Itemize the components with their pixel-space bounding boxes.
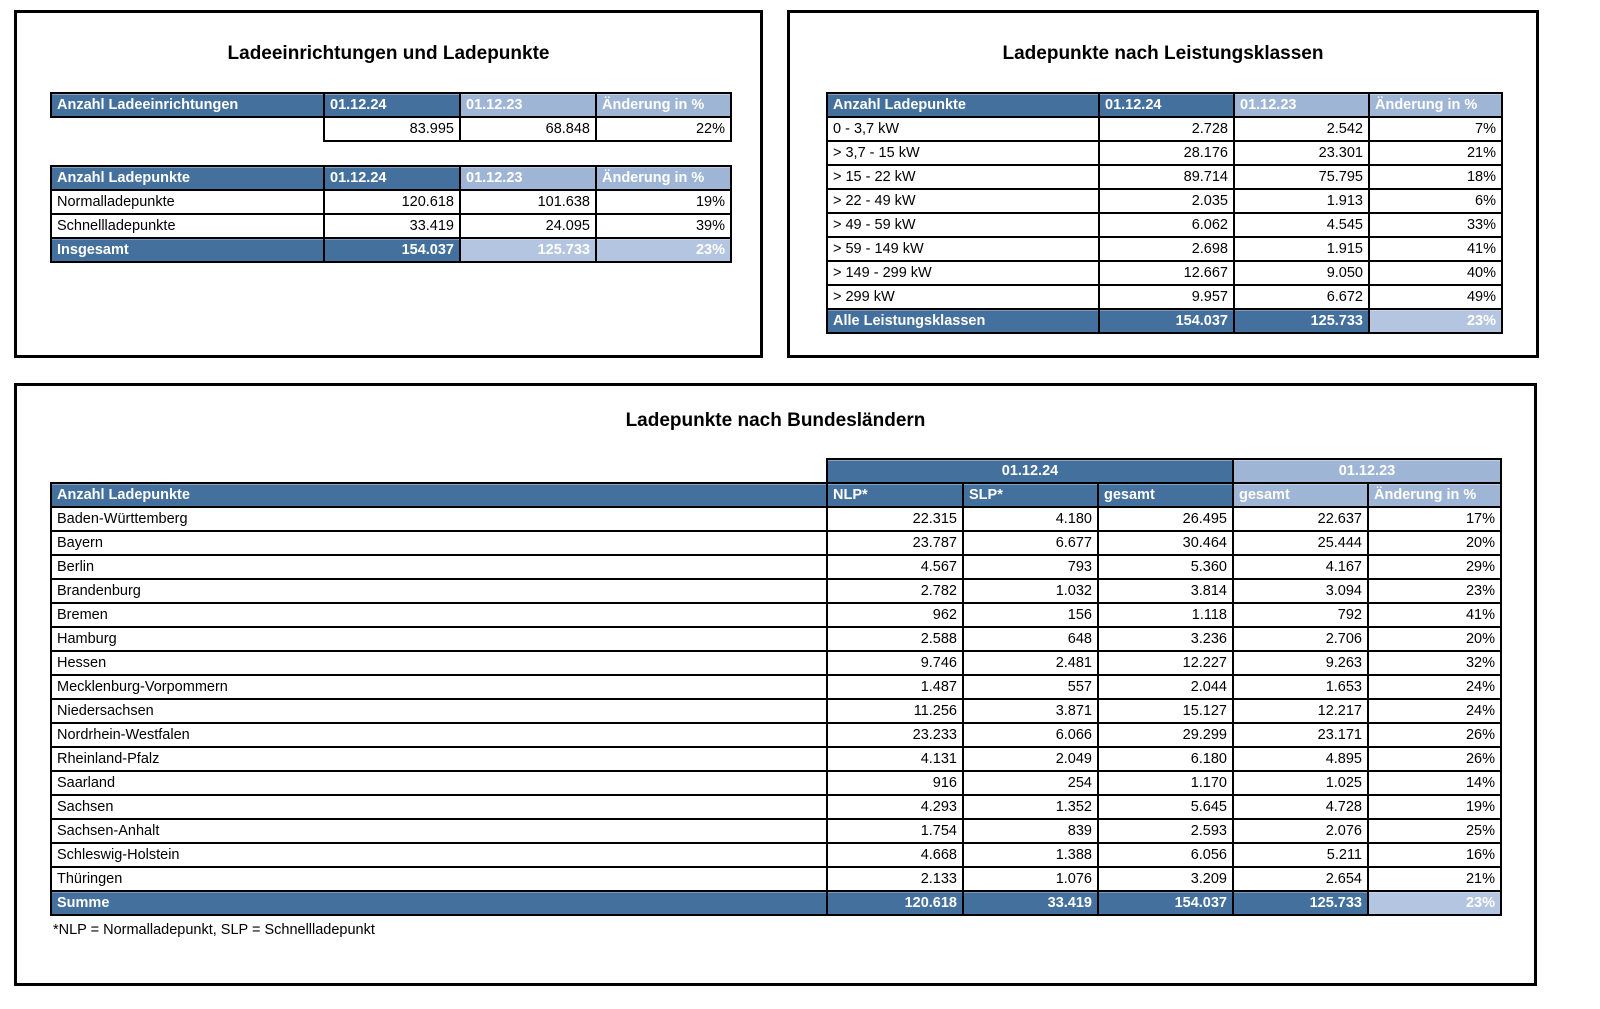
value-cell: 3.209: [1098, 867, 1233, 891]
table-row: [827, 165, 1502, 189]
value-cell: 24%: [1368, 675, 1501, 699]
value-cell: 254: [963, 771, 1098, 795]
row-label-cell: Bayern: [51, 531, 827, 555]
value-cell: 23.233: [827, 723, 963, 747]
value-cell: 25.444: [1233, 531, 1368, 555]
total-label-cell: Insgesamt: [51, 238, 324, 262]
table-row: [51, 771, 1501, 795]
date-span-header: 01.12.23: [1233, 459, 1501, 483]
value-cell: 11.256: [827, 699, 963, 723]
column-header: Anzahl Ladepunkte: [827, 93, 1099, 117]
table-row: [51, 190, 731, 214]
panel-title: Ladeeinrichtungen und Ladepunkte: [227, 43, 550, 64]
total-value-cell: 154.037: [324, 238, 460, 262]
value-cell: 20%: [1368, 627, 1501, 651]
ladepunkte-summary-table: [50, 165, 732, 263]
panel-ladeeinrichtungen-und-ladepunkte: [14, 10, 763, 358]
row-label-cell: Schleswig-Holstein: [51, 843, 827, 867]
row-label-cell: 0 - 3,7 kW: [827, 117, 1099, 141]
value-cell: 2.049: [963, 747, 1098, 771]
row-label-cell: > 149 - 299 kW: [827, 261, 1099, 285]
value-cell: 20%: [1368, 531, 1501, 555]
row-label-cell: > 299 kW: [827, 285, 1099, 309]
value-cell: 26.495: [1098, 507, 1233, 531]
value-cell: 26%: [1368, 747, 1501, 771]
row-label-cell: Bremen: [51, 603, 827, 627]
row-label-cell: > 22 - 49 kW: [827, 189, 1099, 213]
total-value-cell: 125.733: [460, 238, 596, 262]
value-cell: 6.062: [1099, 213, 1234, 237]
table-row: [827, 213, 1502, 237]
value-cell: 24.095: [460, 214, 596, 238]
column-header: Anzahl Ladepunkte: [51, 483, 827, 507]
value-cell: 28.176: [1099, 141, 1234, 165]
row-label-cell: Saarland: [51, 771, 827, 795]
column-header: Änderung in %: [1368, 483, 1501, 507]
value-cell: 2.133: [827, 867, 963, 891]
value-cell: 32%: [1368, 651, 1501, 675]
table-row: [51, 651, 1501, 675]
row-label-cell: Mecklenburg-Vorpommern: [51, 675, 827, 699]
value-cell: 4.728: [1233, 795, 1368, 819]
value-cell: 156: [963, 603, 1098, 627]
value-cell: 9.263: [1233, 651, 1368, 675]
value-cell: 29.299: [1098, 723, 1233, 747]
table-row: [51, 747, 1501, 771]
value-cell: 30.464: [1098, 531, 1233, 555]
value-cell: 1.170: [1098, 771, 1233, 795]
value-cell: 120.618: [324, 190, 460, 214]
leistungsklassen-table: [826, 92, 1503, 334]
row-label-cell: Sachsen: [51, 795, 827, 819]
total-row: [51, 891, 1501, 915]
table-row: [51, 531, 1501, 555]
value-cell: 19%: [596, 190, 731, 214]
table-row: [827, 189, 1502, 213]
table-row: [827, 141, 1502, 165]
total-label-cell: Alle Leistungsklassen: [827, 309, 1099, 333]
value-cell: 2.654: [1233, 867, 1368, 891]
total-row: [827, 309, 1502, 333]
table-row: [51, 795, 1501, 819]
value-cell: 3.094: [1233, 579, 1368, 603]
value-cell: 15.127: [1098, 699, 1233, 723]
value-cell: 2.698: [1099, 237, 1234, 261]
value-cell: 6.672: [1234, 285, 1369, 309]
ladeeinrichtungen-table: [50, 92, 732, 142]
value-cell: 2.782: [827, 579, 963, 603]
value-cell: 4.567: [827, 555, 963, 579]
panel-ladepunkte-nach-leistungsklassen: [787, 10, 1539, 358]
value-cell: 4.668: [827, 843, 963, 867]
value-cell: 5.211: [1233, 843, 1368, 867]
value-cell: 793: [963, 555, 1098, 579]
table-row: [51, 843, 1501, 867]
column-header: Anzahl Ladepunkte: [51, 166, 324, 190]
value-cell: 22.315: [827, 507, 963, 531]
column-header: 01.12.24: [324, 93, 460, 117]
table-row: [51, 699, 1501, 723]
value-cell: 16%: [1368, 843, 1501, 867]
table-row: [51, 627, 1501, 651]
panel-ladepunkte-nach-bundeslaendern: [14, 383, 1537, 986]
value-cell: 12.217: [1233, 699, 1368, 723]
value-cell: 22%: [596, 117, 731, 141]
date-span-header: 01.12.24: [827, 459, 1233, 483]
value-cell: 29%: [1368, 555, 1501, 579]
table-row: [51, 117, 731, 141]
total-value-cell: 154.037: [1098, 891, 1233, 915]
row-label-cell: > 59 - 149 kW: [827, 237, 1099, 261]
value-cell: 39%: [596, 214, 731, 238]
value-cell: 23.301: [1234, 141, 1369, 165]
column-header: Änderung in %: [596, 93, 731, 117]
table-row: [51, 579, 1501, 603]
column-header: 01.12.24: [324, 166, 460, 190]
value-cell: 6.677: [963, 531, 1098, 555]
row-label-cell: Normalladepunkte: [51, 190, 324, 214]
table-row: [827, 117, 1502, 141]
total-row: [51, 238, 731, 262]
total-value-cell: 23%: [596, 238, 731, 262]
value-cell: 33.419: [324, 214, 460, 238]
value-cell: 4.293: [827, 795, 963, 819]
value-cell: 2.728: [1099, 117, 1234, 141]
column-header: 01.12.23: [1234, 93, 1369, 117]
value-cell: 22.637: [1233, 507, 1368, 531]
value-cell: 2.542: [1234, 117, 1369, 141]
table-row: [51, 819, 1501, 843]
value-cell: 2.593: [1098, 819, 1233, 843]
row-label-cell: > 15 - 22 kW: [827, 165, 1099, 189]
total-value-cell: 23%: [1368, 891, 1501, 915]
row-label-cell: Hessen: [51, 651, 827, 675]
value-cell: 75.795: [1234, 165, 1369, 189]
total-value-cell: 125.733: [1233, 891, 1368, 915]
value-cell: 1.915: [1234, 237, 1369, 261]
value-cell: 4.131: [827, 747, 963, 771]
value-cell: 6.066: [963, 723, 1098, 747]
table-row: [51, 603, 1501, 627]
value-cell: 6%: [1369, 189, 1502, 213]
footnote: *NLP = Normalladepunkt, SLP = Schnellladepunkt: [53, 922, 375, 938]
value-cell: 23.171: [1233, 723, 1368, 747]
table-row: [51, 723, 1501, 747]
value-cell: 1.653: [1233, 675, 1368, 699]
row-label-cell: Baden-Württemberg: [51, 507, 827, 531]
value-cell: 6.180: [1098, 747, 1233, 771]
value-cell: 1.352: [963, 795, 1098, 819]
value-cell: 40%: [1369, 261, 1502, 285]
value-cell: 6.056: [1098, 843, 1233, 867]
table-row: [51, 555, 1501, 579]
column-header: gesamt: [1233, 483, 1368, 507]
header-row: [51, 483, 1501, 507]
column-header: 01.12.24: [1099, 93, 1234, 117]
value-cell: 9.746: [827, 651, 963, 675]
total-value-cell: 125.733: [1234, 309, 1369, 333]
bundeslaender-table: [50, 458, 1502, 916]
value-cell: 19%: [1368, 795, 1501, 819]
value-cell: 12.227: [1098, 651, 1233, 675]
value-cell: 2.035: [1099, 189, 1234, 213]
column-header: gesamt: [1098, 483, 1233, 507]
value-cell: 21%: [1369, 141, 1502, 165]
row-label-cell: > 49 - 59 kW: [827, 213, 1099, 237]
value-cell: 1.118: [1098, 603, 1233, 627]
value-cell: 2.706: [1233, 627, 1368, 651]
value-cell: 24%: [1368, 699, 1501, 723]
value-cell: 23.787: [827, 531, 963, 555]
value-cell: 89.714: [1099, 165, 1234, 189]
value-cell: 9.050: [1234, 261, 1369, 285]
row-label-cell: Thüringen: [51, 867, 827, 891]
value-cell: 1.487: [827, 675, 963, 699]
column-header: Anzahl Ladeeinrichtungen: [51, 93, 324, 117]
row-label-cell: [51, 117, 324, 141]
row-label-cell: Nordrhein-Westfalen: [51, 723, 827, 747]
row-label-cell: > 3,7 - 15 kW: [827, 141, 1099, 165]
total-value-cell: 154.037: [1099, 309, 1234, 333]
corner-spacer: [51, 459, 827, 483]
column-header: Änderung in %: [596, 166, 731, 190]
value-cell: 17%: [1368, 507, 1501, 531]
column-header: 01.12.23: [460, 93, 596, 117]
value-cell: 4.545: [1234, 213, 1369, 237]
value-cell: 4.180: [963, 507, 1098, 531]
table-row: [51, 214, 731, 238]
table-row: [827, 237, 1502, 261]
value-cell: 2.076: [1233, 819, 1368, 843]
value-cell: 2.481: [963, 651, 1098, 675]
value-cell: 12.667: [1099, 261, 1234, 285]
value-cell: 916: [827, 771, 963, 795]
value-cell: 41%: [1369, 237, 1502, 261]
column-header: 01.12.23: [460, 166, 596, 190]
value-cell: 23%: [1368, 579, 1501, 603]
value-cell: 68.848: [460, 117, 596, 141]
header-row: [827, 93, 1502, 117]
value-cell: 26%: [1368, 723, 1501, 747]
table-row: [51, 867, 1501, 891]
value-cell: 1.032: [963, 579, 1098, 603]
value-cell: 2.588: [827, 627, 963, 651]
value-cell: 5.645: [1098, 795, 1233, 819]
total-value-cell: 33.419: [963, 891, 1098, 915]
row-label-cell: Berlin: [51, 555, 827, 579]
value-cell: 9.957: [1099, 285, 1234, 309]
value-cell: 14%: [1368, 771, 1501, 795]
column-header: NLP*: [827, 483, 963, 507]
value-cell: 1.388: [963, 843, 1098, 867]
span-header-row: [51, 459, 1501, 483]
value-cell: 1.754: [827, 819, 963, 843]
value-cell: 49%: [1369, 285, 1502, 309]
row-label-cell: Rheinland-Pfalz: [51, 747, 827, 771]
value-cell: 83.995: [324, 117, 460, 141]
table-row: [827, 285, 1502, 309]
value-cell: 1.076: [963, 867, 1098, 891]
value-cell: 4.167: [1233, 555, 1368, 579]
value-cell: 648: [963, 627, 1098, 651]
value-cell: 839: [963, 819, 1098, 843]
value-cell: 3.814: [1098, 579, 1233, 603]
value-cell: 25%: [1368, 819, 1501, 843]
value-cell: 41%: [1368, 603, 1501, 627]
row-label-cell: Hamburg: [51, 627, 827, 651]
value-cell: 1.913: [1234, 189, 1369, 213]
value-cell: 21%: [1368, 867, 1501, 891]
value-cell: 101.638: [460, 190, 596, 214]
value-cell: 792: [1233, 603, 1368, 627]
total-value-cell: 120.618: [827, 891, 963, 915]
value-cell: 557: [963, 675, 1098, 699]
column-header: SLP*: [963, 483, 1098, 507]
table-row: [827, 261, 1502, 285]
row-label-cell: Sachsen-Anhalt: [51, 819, 827, 843]
row-label-cell: Brandenburg: [51, 579, 827, 603]
panel-title: Ladepunkte nach Bundesländern: [625, 410, 926, 431]
value-cell: 3.236: [1098, 627, 1233, 651]
table-row: [51, 675, 1501, 699]
value-cell: 3.871: [963, 699, 1098, 723]
row-label-cell: Niedersachsen: [51, 699, 827, 723]
value-cell: 962: [827, 603, 963, 627]
row-label-cell: Schnellladepunkte: [51, 214, 324, 238]
column-header: Änderung in %: [1369, 93, 1502, 117]
value-cell: 4.895: [1233, 747, 1368, 771]
value-cell: 18%: [1369, 165, 1502, 189]
panel-title: Ladepunkte nach Leistungsklassen: [1002, 43, 1324, 64]
value-cell: 2.044: [1098, 675, 1233, 699]
table-row: [51, 507, 1501, 531]
value-cell: 1.025: [1233, 771, 1368, 795]
total-label-cell: Summe: [51, 891, 827, 915]
header-row: [51, 93, 731, 117]
total-value-cell: 23%: [1369, 309, 1502, 333]
value-cell: 7%: [1369, 117, 1502, 141]
header-row: [51, 166, 731, 190]
value-cell: 33%: [1369, 213, 1502, 237]
value-cell: 5.360: [1098, 555, 1233, 579]
